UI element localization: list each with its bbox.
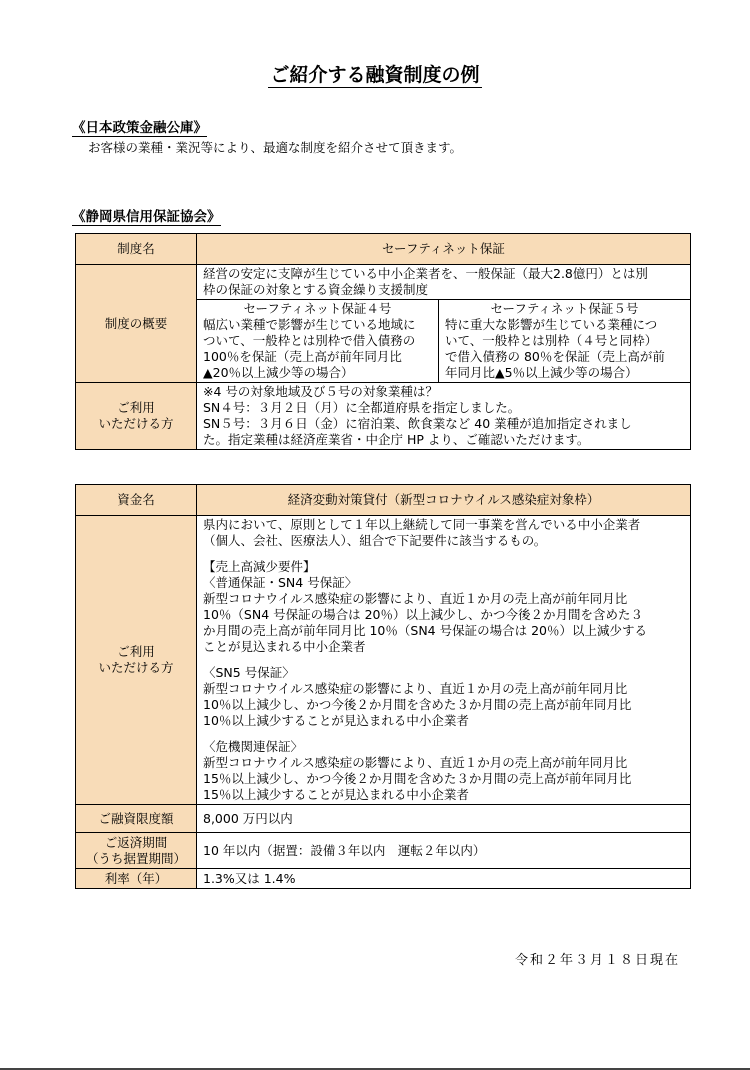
system-name-label: 制度名	[76, 234, 197, 265]
eligible-text: ※4 号の対象地域及び５号の対象業種は？ SN４号：３月２日（月）に全都道府県を指定しました。 SN５号：３月６日（金）に宿泊業、飲食業など 40 業種が追加指定されまし た。指定業種は経済産業省・中企庁 HP より、ご確認いただけます。	[197, 383, 691, 450]
system-name-value: セーフティネット保証	[197, 234, 691, 265]
as-of-date: 令和２年３月１８日現在	[514, 953, 680, 968]
rate-value: 1.3%又は 1.4%	[197, 869, 691, 889]
sn4-title: セーフティネット保証４号	[243, 301, 392, 316]
overview-label: 制度の概要	[76, 265, 197, 383]
guarantee-heading: 《静岡県信用保証協会》	[72, 209, 221, 225]
period-value: 10 年以内（据置：設備３年以内 運転２年以内）	[197, 833, 691, 869]
rate-label: 利率（年）	[76, 869, 197, 889]
sn4-cell: セーフティネット保証４号 幅広い業種で影響が生じている地域に ついて、一般枠とは別枠で借入債務の 100％を保証（売上高が前年同月比 ▲20％以上減少等の場合）	[197, 300, 439, 383]
fund-name-value: 経済変動対策貸付（新型コロナウイルス感染症対象枠）	[197, 485, 691, 516]
limit-value: 8,000 万円以内	[197, 805, 691, 833]
page-title: ご紹介する融資制度の例	[270, 64, 480, 86]
safety-net-table	[75, 233, 691, 450]
period-label: ご返済期間 （うち据置期間）	[76, 833, 197, 869]
sn5-title: セーフティネット保証５号	[490, 301, 639, 316]
jfc-text: お客様の業種・業況等により、最適な制度を紹介させて頂きます。	[88, 140, 463, 155]
fund-eligible-text: 県内において、原則として１年以上継続して同一事業を営んでいる中小企業者 （個人、会社、医療法人）、組合で下記要件に該当するもの。 【売上高減少要件】 〈普通保証・SN4 号保証〉 新型コロナウイルス感染症の影響により、直近１か月の売上高が前年同月比 10％（SN4 号保証の場合は 20％）以上減少し、かつ今後２か月間を含めた３ か月間の売上高が前年同月比 10％（SN4 号保証の場合は 20％）以上減少する ことが見込まれる中小企業者 〈SN5 号保証〉 新型コロナウイルス感染症の影響により、直近１か月の売上高が前年同月比 10％以上減少し、かつ今後２か月間を含めた３か月間の売上高が前年同月比 10％以上減少することが見込まれる中小企業者 〈危機関連保証〉 新型コロナウイルス感染症の影響により、直近１か月の売上高が前年同月比 15％以上減少し、かつ今後２か月間を含めた３か月間の売上高が前年同月比 15％以上減少することが見込まれる中小企業者	[197, 516, 691, 805]
jfc-heading: 《日本政策金融公庫》	[72, 120, 207, 136]
fund-eligible-label: ご利用 いただける方	[76, 516, 197, 805]
limit-label: ご融資限度額	[76, 805, 197, 833]
sn5-cell: セーフティネット保証５号 特に重大な影響が生じている業種につ いて、一般枠とは別枠（４号と同枠） で借入債務の 80％を保証（売上高が前 年同月比▲5％以上減少等の場合）	[439, 300, 691, 383]
fund-name-label: 資金名	[76, 485, 197, 516]
overview-text: 経営の安定に支障が生じている中小企業者を、一般保証（最大2.8億円）とは別 枠の保証の対象とする資金繰り支援制度	[197, 265, 691, 300]
loan-table	[75, 484, 691, 889]
eligible-label: ご利用 いただける方	[76, 383, 197, 450]
